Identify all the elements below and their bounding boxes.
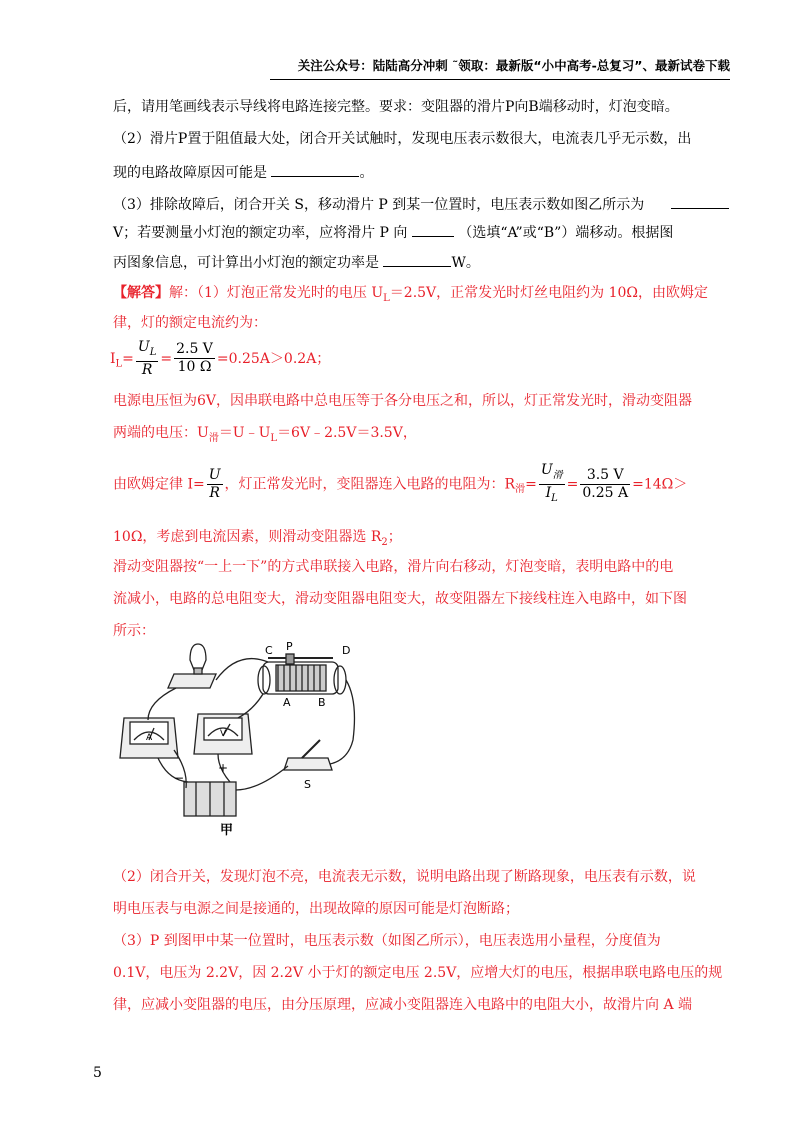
fig-label-C: C bbox=[265, 644, 273, 657]
f3-n1: U bbox=[540, 462, 553, 478]
answer-blank-3[interactable] bbox=[412, 222, 454, 237]
f1-lhs-sub: L bbox=[115, 358, 123, 370]
q3-text: 现的电路故障原因可能是 bbox=[113, 165, 267, 181]
answer-line-c1: （3）P 到图甲中某一位置时，电压表示数（如图乙所示），电压表选用小量程，分度值为 bbox=[113, 933, 661, 949]
fig-label-D: D bbox=[342, 644, 351, 657]
q5-text-a: V；若要测量小灯泡的额定功率，应将滑片 P 向 bbox=[113, 225, 408, 241]
f3-n1-sub: 滑 bbox=[552, 469, 563, 481]
answer-line-2: 律，灯的额定电流约为： bbox=[113, 315, 267, 331]
answer-line-b1: （2）闭合开关，发现灯泡不亮，电流表无示数，说明电路出现了断路现象，电压表有示数，说 bbox=[113, 869, 696, 885]
f1-rest: =0.25A＞0.2A； bbox=[216, 350, 331, 367]
q6-text-b: W。 bbox=[451, 255, 480, 271]
page-header: 关注公众号：陆陆高分冲刺 ˜领取：最新版“小中高考-总复习”、最新试卷下载 bbox=[270, 56, 730, 80]
answer-blank-2[interactable] bbox=[671, 194, 729, 209]
question-line-6 bbox=[113, 252, 480, 272]
a4-sub2: L bbox=[270, 432, 278, 444]
f2-d: R bbox=[209, 484, 220, 501]
f1-lhs: I bbox=[110, 350, 116, 367]
q4-text: （3）排除故障后，闭合开关 S，移动滑片 P 到某一位置时，电压表示数如图乙所示为 bbox=[113, 197, 645, 213]
answer-label: 【解答】 bbox=[113, 285, 169, 301]
a4-c: ＝6V﹣2.5V＝3.5V， bbox=[277, 425, 417, 441]
page-number: 5 bbox=[93, 1065, 102, 1081]
fig-minus: − bbox=[174, 771, 185, 785]
f2-n: U bbox=[208, 466, 221, 483]
question-line-2: （2）滑片P置于阻值最大处，闭合开关试触时，发现电压表示数很大，电流表几乎无示数，出 bbox=[113, 131, 692, 147]
answer-line-5: 由欧姆定律 I= $\frac{U}{R}$ ，灯正常发光时，变阻器连入电路的电阻为：$R_滑=$ $\frac{U_滑}{I_L}$ = $\frac{3.5 V}{0.25 A}$ =14Ω＞ bbox=[113, 462, 687, 507]
answer-line-4 bbox=[113, 424, 417, 448]
fig-meter-V: V bbox=[220, 729, 227, 739]
q6-text-a: 丙图象信息，可计算出小灯泡的额定功率是 bbox=[113, 255, 379, 271]
f1-n1-sub: L bbox=[149, 346, 157, 358]
fig-plus: + bbox=[218, 761, 229, 775]
circuit-figure bbox=[118, 640, 368, 840]
a6: 10Ω，考虑到电流因素，则滑动变阻器选 R bbox=[113, 529, 382, 545]
answer-line-c3: 律，应减小变阻器的电压，由分压原理，应减小变阻器连入电路中的电阻大小，故滑片向 A 端 bbox=[113, 997, 693, 1013]
answer-a1-rest: ＝2.5V，正常发光时灯丝电阻约为 10Ω，由欧姆定 bbox=[389, 285, 709, 301]
a4-sub: 滑 bbox=[208, 432, 219, 444]
fig-caption: 甲 bbox=[220, 823, 234, 838]
answer-line-9: 所示： bbox=[113, 623, 155, 639]
answer-blank-1[interactable] bbox=[271, 162, 359, 177]
f3-frac-1 bbox=[539, 462, 565, 507]
question-line-4 bbox=[113, 194, 729, 214]
a5-a: 由欧姆定律 I bbox=[113, 476, 193, 493]
a4-a: 两端的电压：U bbox=[113, 425, 209, 441]
f2-frac bbox=[207, 467, 223, 502]
question-line-1: 后，请用笔画线表示导线将电路连接完整。要求：变阻器的滑片P向B端移动时，灯泡变暗。 bbox=[113, 99, 679, 115]
a6-sub: 2 bbox=[381, 536, 388, 548]
question-line-5 bbox=[113, 222, 673, 242]
fig-meter-A: A bbox=[146, 733, 153, 743]
answer-a1: 解：（1）灯泡正常发光时的电压 U bbox=[169, 285, 384, 301]
f3-d1-sub: L bbox=[551, 492, 558, 504]
f1-frac-2 bbox=[174, 341, 215, 376]
fig-label-S: S bbox=[304, 778, 311, 791]
a5-c: =14Ω＞ bbox=[632, 476, 688, 493]
f3-frac-2 bbox=[580, 467, 630, 502]
a5-b: ，灯正常发光时，变阻器连入电路的电阻为：R bbox=[224, 476, 516, 493]
formula-current: $I_L=$ $\frac{U_L}{R}$ = $\frac{2.5 V}{10 \Omega}$ =0.25A＞0.2A； bbox=[110, 339, 331, 378]
f1-d2: 10 Ω bbox=[177, 359, 212, 376]
answer-blank-4[interactable] bbox=[383, 252, 451, 267]
answer-line-7: 滑动变阻器按“一上一下”的方式串联接入电路，滑片向右移动，灯泡变暗，表明电路中的电 bbox=[113, 559, 674, 575]
a4-b: ＝U﹣U bbox=[218, 425, 271, 441]
a5-sub: 滑 bbox=[515, 484, 526, 496]
f3-n2: 3.5 V bbox=[580, 467, 630, 485]
f3-d1: I bbox=[545, 484, 552, 501]
f1-frac-1 bbox=[136, 339, 158, 379]
f1-n1: U bbox=[137, 339, 150, 355]
answer-line-1 bbox=[113, 284, 708, 308]
f1-d1: R bbox=[141, 361, 153, 378]
answer-line-8: 流减小，电路的总电阻变大，滑动变阻器电阻变大，故变阻器左下接线柱连入电路中，如下图 bbox=[113, 591, 687, 607]
a6-end: ； bbox=[387, 529, 402, 545]
answer-a1-sub: L bbox=[383, 292, 390, 304]
q5-text-b: （选填“A”或“B”）端移动。根据图 bbox=[458, 225, 674, 241]
fig-label-P: P bbox=[286, 640, 293, 653]
fig-label-A: A bbox=[283, 696, 291, 709]
f1-n2: 2.5 V bbox=[176, 341, 213, 358]
question-line-3 bbox=[113, 162, 373, 182]
answer-line-3: 电源电压恒为6V，因串联电路中总电压等于各分电压之和，所以，灯正常发光时，滑动变阻器 bbox=[113, 393, 693, 409]
f3-d2: 0.25 A bbox=[582, 484, 629, 501]
answer-line-b2: 明电压表与电源之间是接通的，出现故障的原因可能是灯泡断路； bbox=[113, 901, 519, 917]
answer-line-6 bbox=[113, 528, 402, 552]
answer-line-c2: 0.1V，电压为 2.2V，因 2.2V 小于灯的额定电压 2.5V，应增大灯的电压，根据串联电路电压的规 bbox=[113, 965, 723, 981]
q3-end: 。 bbox=[359, 165, 374, 181]
fig-label-B: B bbox=[318, 696, 326, 709]
